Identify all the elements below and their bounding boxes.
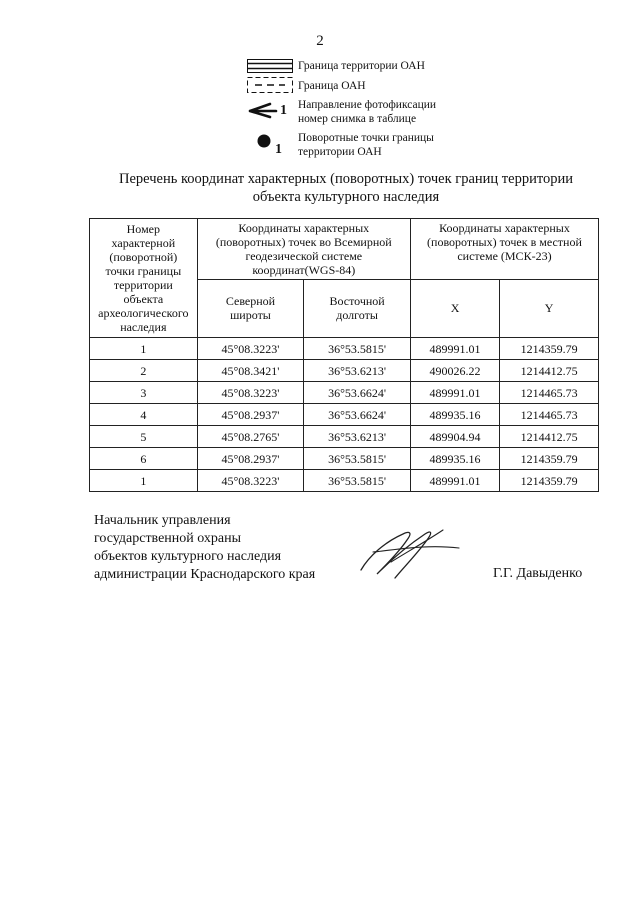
header-y: Y — [500, 279, 599, 337]
legend-label-territory-boundary: Граница территории ОАН — [298, 60, 425, 72]
cell-x: 489991.01 — [410, 338, 499, 360]
header-wgs84-group: Координаты характерных (поворотных) точек во Всемирной геодезической системе координат(WGS-84) — [197, 219, 410, 280]
table-row — [90, 426, 599, 448]
cell-point: 1 — [90, 470, 198, 492]
table-row — [90, 360, 599, 382]
cell-y: 1214465.73 — [500, 404, 599, 426]
cell-y: 1214359.79 — [500, 470, 599, 492]
arrow-left-icon — [248, 101, 278, 119]
handwritten-signature — [355, 522, 465, 584]
cell-longitude: 36°53.5815' — [304, 448, 411, 470]
cell-y: 1214359.79 — [500, 338, 599, 360]
document-title: Перечень координат характерных (поворотных) точек границ территории объекта культурного наследия — [118, 171, 574, 205]
cell-x: 490026.22 — [410, 360, 499, 382]
signatory-name: Г.Г. Давыденко — [493, 566, 583, 581]
cell-y: 1214465.73 — [500, 382, 599, 404]
page-number: 2 — [316, 33, 324, 49]
header-x: X — [410, 279, 499, 337]
cell-latitude: 45°08.2765' — [197, 426, 304, 448]
dot-marker-number: 1 — [275, 142, 282, 157]
table-row — [90, 470, 599, 492]
cell-y: 1214412.75 — [500, 360, 599, 382]
cell-x: 489991.01 — [410, 382, 499, 404]
cell-x: 489935.16 — [410, 448, 499, 470]
signatory-position: Начальник управления государственной охраны объектов культурного наследия администрации Краснодарского края — [94, 513, 316, 582]
filled-dot-icon — [256, 133, 272, 149]
legend-label-oan-boundary: Граница ОАН — [298, 80, 366, 92]
cell-point: 2 — [90, 360, 198, 382]
legend-label-turning-points: Поворотные точки границы территории ОАН — [298, 132, 434, 158]
cell-latitude: 45°08.2937' — [197, 448, 304, 470]
coordinates-table — [89, 218, 599, 492]
cell-x: 489935.16 — [410, 404, 499, 426]
legend-label-photo-direction: Направление фотофиксации номер снимка в таблице — [298, 99, 437, 125]
cell-latitude: 45°08.3421' — [197, 360, 304, 382]
cell-point: 5 — [90, 426, 198, 448]
header-point-number: Номер характерной (поворотной) точки границы территории объекта археологического наследия — [90, 219, 198, 338]
cell-longitude: 36°53.6213' — [304, 426, 411, 448]
table-row — [90, 404, 599, 426]
cell-x: 489904.94 — [410, 426, 499, 448]
cell-y: 1214359.79 — [500, 448, 599, 470]
cell-longitude: 36°53.6624' — [304, 404, 411, 426]
table-row — [90, 448, 599, 470]
cell-longitude: 36°53.6624' — [304, 382, 411, 404]
cell-longitude: 36°53.6213' — [304, 360, 411, 382]
cell-longitude: 36°53.5815' — [304, 338, 411, 360]
cell-point: 6 — [90, 448, 198, 470]
header-longitude: Восточной долготы — [304, 279, 411, 337]
cell-latitude: 45°08.3223' — [197, 382, 304, 404]
cell-y: 1214412.75 — [500, 426, 599, 448]
header-msk23-group: Координаты характерных (поворотных) точек в местной системе (МСК-23) — [410, 219, 598, 280]
cell-latitude: 45°08.2937' — [197, 404, 304, 426]
arrow-marker-number: 1 — [280, 103, 287, 118]
cell-point: 4 — [90, 404, 198, 426]
cell-latitude: 45°08.3223' — [197, 338, 304, 360]
cell-longitude: 36°53.5815' — [304, 470, 411, 492]
double-line-boundary-icon — [247, 59, 293, 73]
dashed-line-boundary-icon — [247, 77, 293, 93]
table-row — [90, 338, 599, 360]
cell-point: 1 — [90, 338, 198, 360]
table-row — [90, 382, 599, 404]
header-latitude: Северной широты — [197, 279, 304, 337]
cell-point: 3 — [90, 382, 198, 404]
cell-x: 489991.01 — [410, 470, 499, 492]
cell-latitude: 45°08.3223' — [197, 470, 304, 492]
